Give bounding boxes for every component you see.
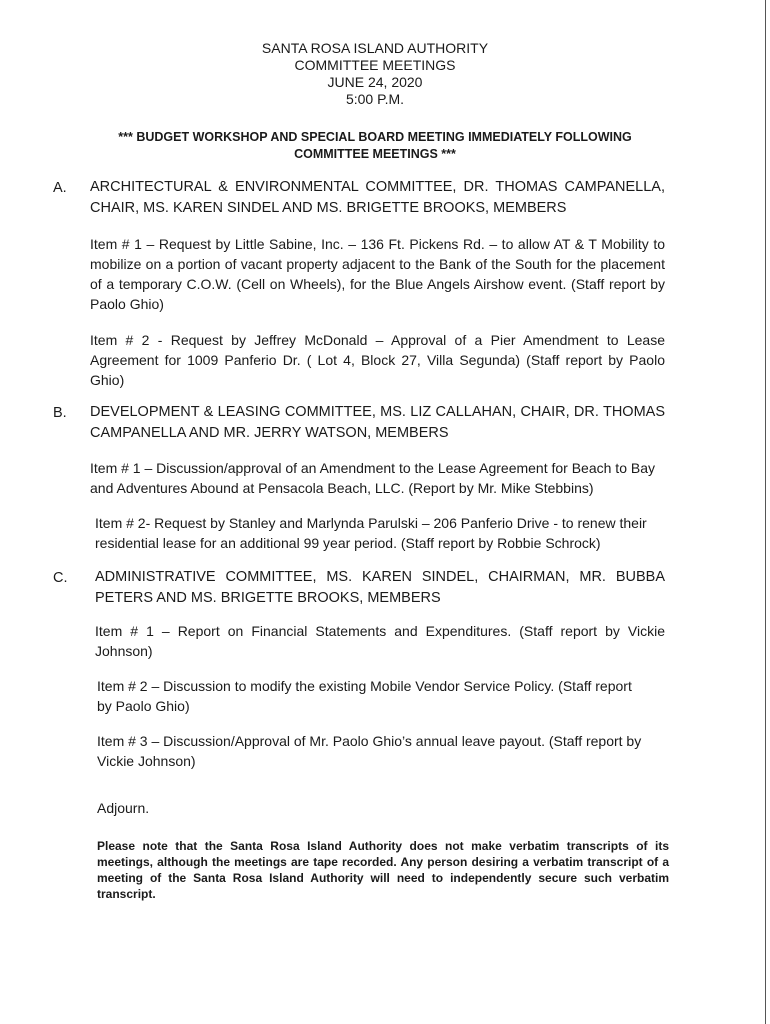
section-b-item-2: Item # 2- Request by Stanley and Marlynda Parulski – 206 Panferio Drive - to renew their residential lease for an additional 99 year period. (Staff report by Robbie Schrock): [95, 515, 647, 551]
header-date: JUNE 24, 2020: [327, 74, 423, 90]
adjourn-text: Adjourn.: [97, 800, 150, 816]
header-time: 5:00 P.M.: [345, 91, 405, 107]
header-org-name: SANTA ROSA ISLAND AUTHORITY: [261, 40, 489, 56]
transcript-disclaimer: Please note that the Santa Rosa Island Authority does not make verbatim transcripts of its meetings, although the meetings are tape recorded. Any person desiring a verbatim transcript of a meeting of the Santa Rosa Island Authority will need to independently secure such verbatim transcript.: [97, 839, 669, 901]
section-c-title: ADMINISTRATIVE COMMITTEE, MS. KAREN SINDEL, CHAIRMAN, MR. BUBBA PETERS AND MS. BRIGETTE BROOKS, MEMBERS: [95, 569, 665, 606]
section-b-letter: B.: [53, 405, 67, 421]
section-c-item-1: Item # 1 – Report on Financial Statements and Expenditures. (Staff report by Vickie Johnson): [95, 623, 665, 659]
section-c-letter: C.: [53, 570, 68, 586]
section-b-title: DEVELOPMENT & LEASING COMMITTEE, MS. LIZ CALLAHAN, CHAIR, DR. THOMAS CAMPANELLA AND MR. JERRY WATSON, MEMBERS: [90, 404, 665, 441]
section-c-item-3: Item # 3 – Discussion/Approval of Mr. Paolo Ghio’s annual leave payout. (Staff report by Vickie Johnson): [97, 733, 642, 769]
page-edge-line: [765, 0, 766, 1024]
section-a-item-2: Item # 2 - Request by Jeffrey McDonald – Approval of a Pier Amendment to Lease Agreement for 1009 Panferio Dr. ( Lot 4, Block 27, Villa Segunda) (Staff report by Paolo Ghio): [90, 332, 665, 388]
header-meeting-type: COMMITTEE MEETINGS: [294, 57, 456, 73]
section-a-item-1: Item # 1 – Request by Little Sabine, Inc. – 136 Ft. Pickens Rd. – to allow AT & T Mobility to mobilize on a portion of vacant property adjacent to the Bank of the South for the placement of a temporary C.O.W. (Cell on Wheels), for the Blue Angels Airshow event. (Staff report by Paolo Ghio): [90, 236, 665, 312]
section-c-item-2: Item # 2 – Discussion to modify the existing Mobile Vendor Service Policy. (Staff report by Paolo Ghio): [97, 678, 632, 714]
section-a-title: ARCHITECTURAL & ENVIRONMENTAL COMMITTEE, DR. THOMAS CAMPANELLA, CHAIR, MS. KAREN SINDEL AND MS. BRIGETTE BROOKS, MEMBERS: [90, 179, 665, 216]
section-b-item-1: Item # 1 – Discussion/approval of an Amendment to the Lease Agreement for Beach to Bay and Adventures Abound at Pensacola Beach, LLC. (Report by Mr. Mike Stebbins): [90, 460, 655, 496]
budget-workshop-notice: *** BUDGET WORKSHOP AND SPECIAL BOARD MEETING IMMEDIATELY FOLLOWING COMMITTEE MEETINGS ***: [118, 130, 632, 161]
document-header: [0, 40, 750, 108]
section-a-letter: A.: [53, 180, 67, 196]
